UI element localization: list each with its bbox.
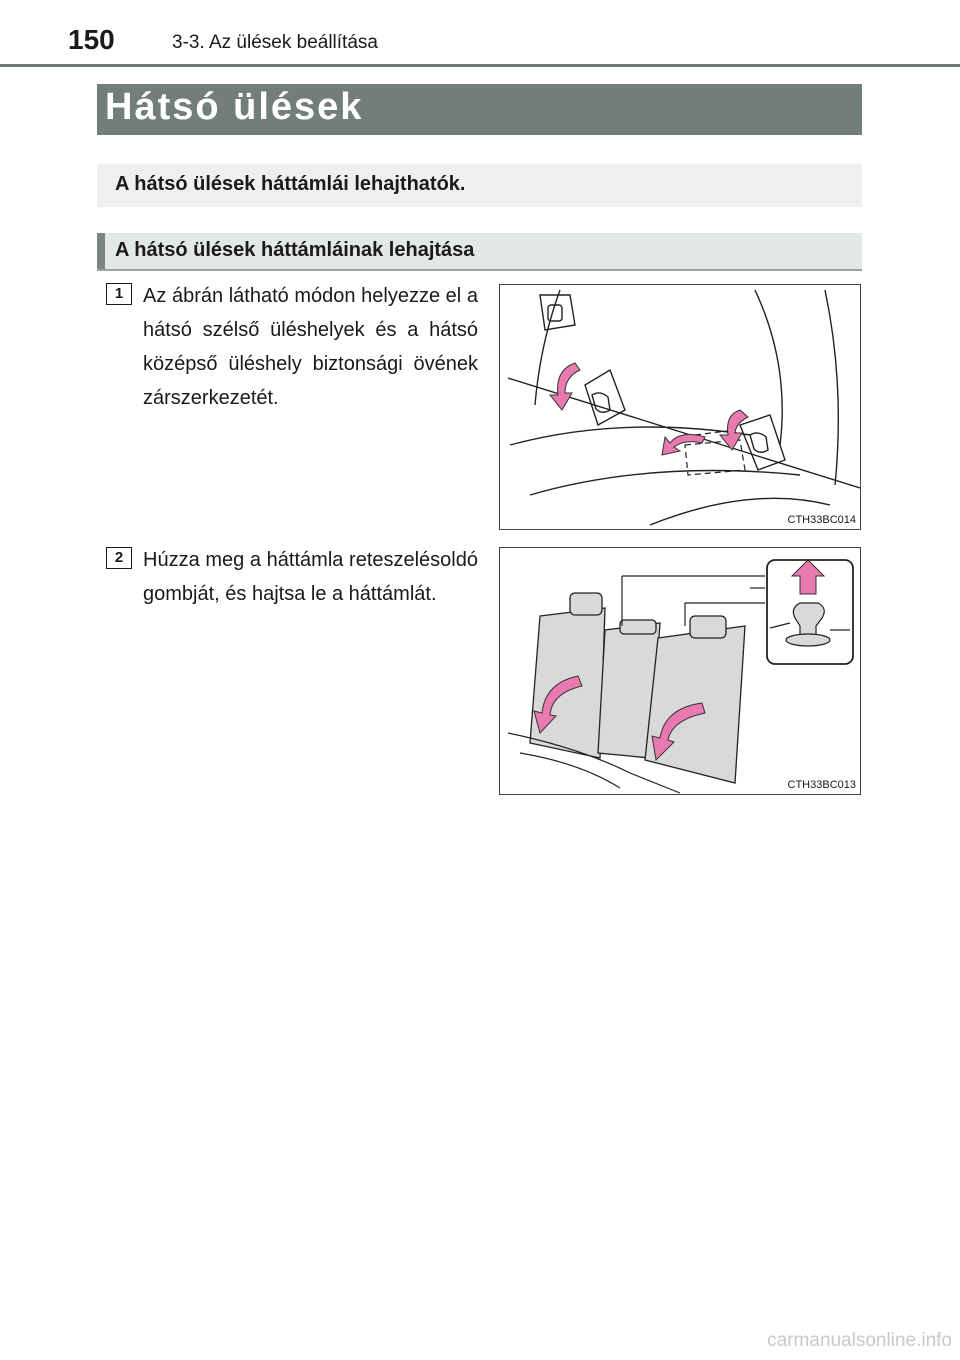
seatbelt-buckles-illustration [500, 285, 861, 530]
figure-seatbelt-buckles [499, 284, 861, 530]
section-title [97, 84, 862, 135]
intro-box [97, 164, 862, 207]
subheading-text: A hátsó ülések háttámláinak lehajtása [115, 239, 475, 261]
watermark: carmanualsonline.info [767, 1330, 952, 1351]
page-number: 150 [68, 24, 115, 55]
figure-code-2: CTH33BC013 [787, 779, 856, 791]
chapter-title: 3-3. Az ülések beállítása [172, 32, 378, 53]
step-text-2: Húzza meg a háttámla reteszelésoldó gombját, és hajtsa le a háttámlát. [143, 549, 478, 605]
section-title-text: Hátsó ülések [105, 86, 364, 128]
figure-seat-fold [499, 547, 861, 795]
subheading-bar [97, 233, 105, 269]
page-header [0, 0, 960, 68]
step-badge-1: 1 [106, 283, 132, 305]
step-badge-2: 2 [106, 547, 132, 569]
seat-fold-illustration [500, 548, 861, 795]
subheading [97, 233, 862, 271]
figure-code-1: CTH33BC014 [787, 514, 856, 526]
intro-text: A hátsó ülések háttámlái lehajthatók. [115, 173, 466, 195]
step-text-1: Az ábrán látható módon helyezze el a hátsó szélső üléshelyek és a hátsó középső üléshely biztonsági övének zárszerkezetét. [143, 285, 478, 409]
header-rule [0, 64, 960, 67]
